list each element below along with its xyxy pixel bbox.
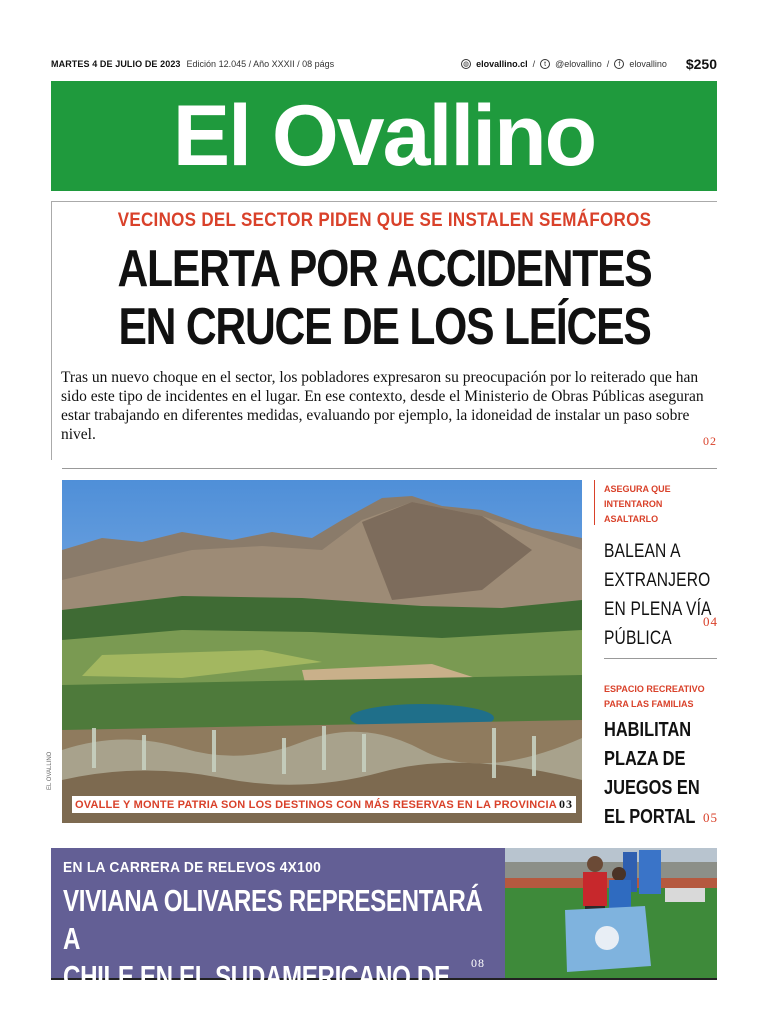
sidebar-1-kicker-line1: ASEGURA QUE [604, 484, 671, 494]
banner-kicker: EN LA CARRERA DE RELEVOS 4X100 [63, 859, 322, 876]
divider: / [532, 59, 536, 69]
divider: / [606, 59, 610, 69]
sidebar-1-headline-line: EXTRANJERO [604, 570, 711, 591]
banner-headline [63, 882, 484, 1034]
photo-caption-text: OVALLE Y MONTE PATRIA SON LOS DESTINOS CON MÁS RESERVAS EN LA PROVINCIA [75, 799, 557, 811]
twitter-handle[interactable]: @elovallino [555, 59, 602, 69]
masthead [51, 81, 717, 191]
lead-headline-line2: EN CRUCE DE LOS LEÍCES [118, 298, 651, 356]
sidebar-2-headline-line: HABILITAN [604, 719, 692, 741]
divider-line [62, 468, 717, 469]
lead-story[interactable] [51, 201, 717, 460]
banner-headline-line2: CHILE EN EL SUDAMERICANO DE BRASIL [63, 959, 450, 1032]
lead-page-ref: 02 [703, 434, 717, 448]
sidebar-2-kicker-line1: ESPACIO RECREATIVO [604, 684, 705, 694]
sidebar-1-headline-line: EN PLENA VÍA [604, 599, 712, 620]
photo-credit: EL OVALLINO [47, 751, 53, 790]
sidebar-1-kicker-line2: INTENTARON ASALTARLO [604, 499, 663, 524]
valley-landscape-image [62, 480, 582, 823]
landscape-photo[interactable] [62, 480, 582, 823]
sidebar-1-headline [604, 537, 715, 653]
facebook-handle[interactable]: elovallino [629, 59, 667, 69]
athletes-image [505, 848, 717, 978]
sidebar-2-kicker-line2: PARA LAS FAMILIAS [604, 699, 694, 709]
sports-banner[interactable] [51, 848, 717, 1032]
sidebar-accent-line [594, 480, 595, 525]
top-bar [51, 55, 717, 73]
sidebar-2-page-ref: 05 [703, 810, 718, 825]
photo-caption [72, 796, 576, 813]
sidebar-story-2[interactable] [604, 682, 718, 828]
divider-line [604, 658, 717, 659]
facebook-icon: f [614, 59, 624, 69]
issue-date: MARTES 4 DE JULIO DE 2023 [51, 59, 181, 69]
newspaper-logo: El Ovallino [172, 87, 596, 184]
banner-page-ref: 08 [471, 956, 485, 970]
lead-headline [112, 240, 657, 356]
sidebar-story-1[interactable] [604, 482, 718, 649]
twitter-icon: t [540, 59, 550, 69]
lead-headline-line1: ALERTA POR ACCIDENTES [117, 240, 652, 298]
website-link[interactable]: elovallino.cl [476, 59, 528, 69]
edition-info: Edición 12.045 / Año XXXII / 08 págs [186, 59, 335, 69]
sidebar-2-headline-line: JUEGOS EN [604, 777, 700, 799]
photo-page-ref: 03 [558, 797, 573, 811]
sidebar-1-headline-line: BALEAN A [604, 541, 681, 562]
sidebar-2-headline [604, 716, 715, 832]
lead-kicker: VECINOS DEL SECTOR PIDEN QUE SE INSTALEN SEMÁFOROS [117, 208, 652, 231]
sidebar-2-headline-line: EL PORTAL [604, 806, 696, 828]
sidebar-1-page-ref: 04 [703, 614, 718, 629]
lead-body: Tras un nuevo choque en el sector, los pobladores expresaron su preocupación por lo reiterado que han sido este tipo de incidentes en el lugar. En ese contexto, desde el Ministerio de Obras Públicas aseguran estar trabajando en diferentes medidas, evaluando por ejemplo, la idoneidad de instalar un paso sobre nivel. [61, 369, 704, 443]
sidebar-1-headline-line: PÚBLICA [604, 628, 672, 649]
price: $250 [685, 56, 717, 72]
athletes-photo[interactable] [505, 848, 717, 978]
sidebar-2-headline-line: PLAZA DE [604, 748, 686, 770]
globe-icon: ◍ [463, 61, 470, 68]
banner-headline-line1: VIVIANA OLIVARES REPRESENTARÁ A [63, 883, 483, 956]
